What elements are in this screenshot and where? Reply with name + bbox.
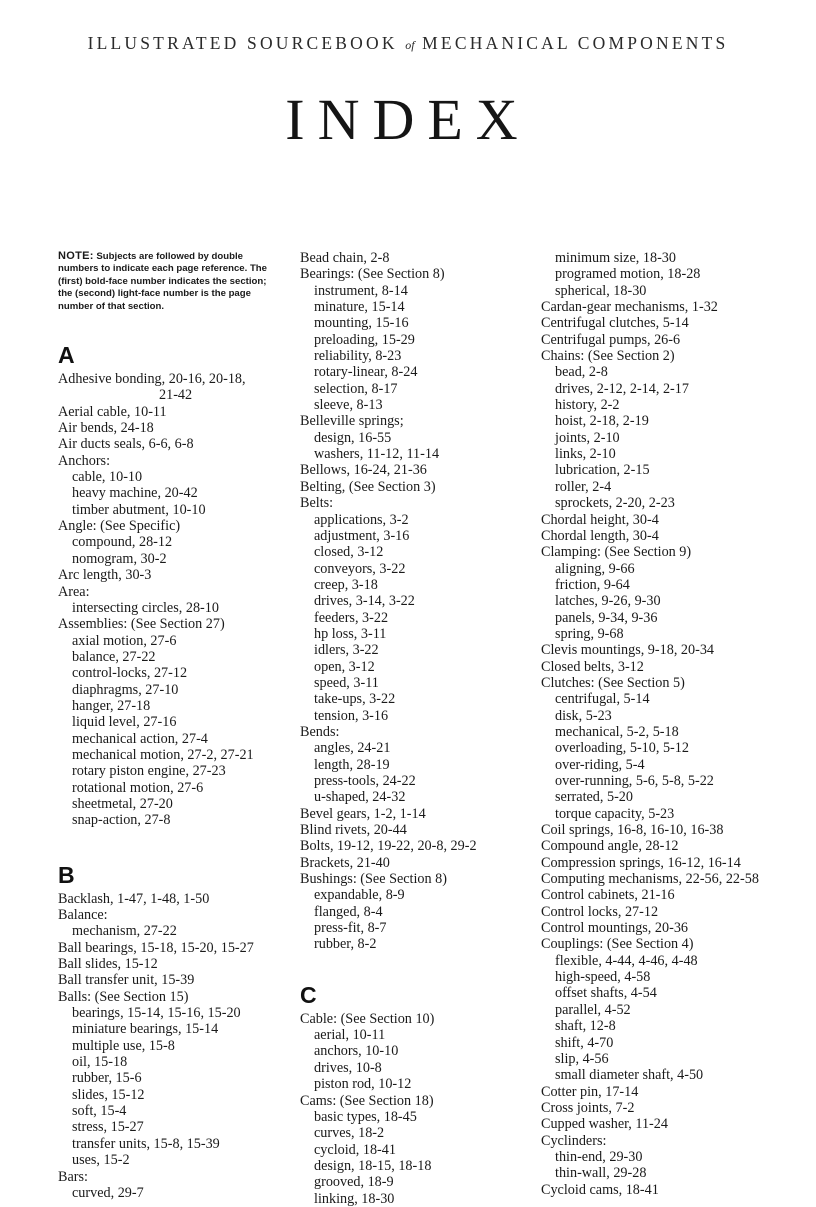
note-text: Subjects are followed by double numbers to indicate each page reference. The (first) bold-face number indicates the section; the (second) light-face number is the page number of that section. [58,251,267,312]
index-subentry: anchors, 10-10 [314,1043,399,1060]
note-label: NOTE: [58,250,94,262]
index-entry: Bearings: (See Section 8) [300,266,445,283]
index-subentry: drives, 3-14, 3-22 [314,593,415,610]
index-subentry: closed, 3-12 [314,544,384,561]
index-subentry: flanged, 8-4 [314,903,383,920]
index-subentry: design, 16-55 [314,429,392,446]
index-subentry: small diameter shaft, 4-50 [555,1067,704,1084]
index-subentry: history, 2-2 [555,397,620,414]
section-letter-c: C [300,981,317,1008]
index-subentry: sleeve, 8-13 [314,397,383,414]
index-entry: Balance: [58,907,108,923]
index-entry: Compression springs, 16-12, 16-14 [541,854,741,871]
index-subentry: thin-end, 29-30 [555,1148,643,1165]
index-subentry: take-ups, 3-22 [314,691,396,708]
index-entry: Clutches: (See Section 5) [541,674,685,691]
index-entry: Arc length, 30-3 [58,567,152,584]
index-entry: Blind rivets, 20-44 [300,822,407,839]
index-entry: Control mountings, 20-36 [541,920,689,937]
index-subentry: u-shaped, 24-32 [314,789,406,806]
index-entry: Control locks, 27-12 [541,903,659,920]
index-subentry: conveyors, 3-22 [314,560,406,577]
index-subentry: roller, 2-4 [555,478,612,495]
index-subentry: rotary piston engine, 27-23 [72,763,226,780]
index-entry: Cotter pin, 17-14 [541,1083,639,1100]
index-entry: Backlash, 1-47, 1-48, 1-50 [58,890,210,907]
index-subentry: bearings, 15-14, 15-16, 15-20 [72,1005,241,1022]
index-subentry: length, 28-19 [314,756,390,773]
index-entry: Clamping: (See Section 9) [541,544,692,561]
index-entry: Ball transfer unit, 15-39 [58,972,195,989]
index-subentry: flexible, 4-44, 4-46, 4-48 [555,952,698,969]
index-subentry: curves, 18-2 [314,1125,385,1142]
index-subentry: hp loss, 3-11 [314,625,387,642]
index-subentry: preloading, 15-29 [314,331,415,348]
index-subentry: over-riding, 5-4 [555,756,645,773]
index-entry-continuation: 21-42 [159,387,193,404]
index-entry: Area: [58,583,90,600]
index-subentry: press-fit, 8-7 [314,920,387,937]
index-entry: Assemblies: (See Section 27) [58,616,225,633]
index-subentry: uses, 15-2 [72,1152,130,1169]
index-subentry: soft, 15-4 [72,1103,127,1120]
index-subentry: slip, 4-56 [555,1050,609,1067]
index-subentry: panels, 9-34, 9-36 [555,609,658,626]
index-column-3 [541,250,781,1198]
index-entry: Belting, (See Section 3) [300,478,436,495]
entries-b-continued [300,250,532,953]
index-subentry: torque capacity, 5-23 [555,805,675,822]
index-entry: Bends: [300,723,340,740]
index-subentry: instrument, 8-14 [314,282,408,299]
index-entry: Cams: (See Section 18) [300,1092,434,1109]
index-subentry: drives, 10-8 [314,1059,382,1076]
index-entry: Air bends, 24-18 [58,420,154,437]
index-subentry: oil, 15-18 [72,1054,128,1071]
index-entry: Computing mechanisms, 22-56, 22-58 [541,871,759,888]
index-subentry: timber abutment, 10-10 [72,501,206,518]
index-subentry: bead, 2-8 [555,364,608,381]
index-entry: Bead chain, 2-8 [300,250,390,266]
index-subentry: disk, 5-23 [555,707,612,724]
index-subentry: intersecting circles, 28-10 [72,599,219,616]
index-subentry: aligning, 9-66 [555,560,635,577]
index-column-2 [300,250,532,1207]
index-subentry: diaphragms, 27-10 [72,681,179,698]
index-subentry: minature, 15-14 [314,299,405,316]
index-subentry: joints, 2-10 [555,429,620,446]
index-entry: Coil springs, 16-8, 16-10, 16-38 [541,822,724,839]
index-entry: Cable: (See Section 10) [300,1010,435,1027]
index-subentry: speed, 3-11 [314,674,379,691]
entries-b [58,891,286,1202]
index-subentry: sheetmetal, 27-20 [72,795,173,812]
index-subentry: centrifugal, 5-14 [555,691,650,708]
index-subentry: friction, 9-64 [555,576,630,593]
index-subentry: spherical, 18-30 [555,282,647,299]
index-subentry: lubrication, 2-15 [555,462,650,479]
index-subentry: stress, 15-27 [72,1119,144,1136]
index-subentry: rotational motion, 27-6 [72,779,204,796]
index-subentry: parallel, 4-52 [555,1001,631,1018]
section-letter-a: A [58,342,75,369]
index-subentry: heavy machine, 20-42 [72,485,198,502]
index-entry: Control cabinets, 21-16 [541,887,675,904]
index-entry: Chordal length, 30-4 [541,527,659,544]
index-subentry: multiple use, 15-8 [72,1037,175,1054]
index-entry: Belleville springs; [300,413,404,430]
index-subentry: grooved, 18-9 [314,1174,394,1191]
index-subentry: aerial, 10-11 [314,1027,386,1044]
index-entry: Cardan-gear mechanisms, 1-32 [541,299,718,316]
index-subentry: idlers, 3-22 [314,642,379,659]
index-entry: Belts: [300,495,334,512]
index-subentry: reliability, 8-23 [314,348,402,365]
index-subentry: cycloid, 18-41 [314,1141,396,1158]
index-entry: Cross joints, 7-2 [541,1099,635,1116]
index-subentry: shaft, 12-8 [555,1018,616,1035]
index-subentry: links, 2-10 [555,446,616,463]
running-head [0,33,816,54]
index-subentry: drives, 2-12, 2-14, 2-17 [555,380,689,397]
index-subentry: mechanical motion, 27-2, 27-21 [72,746,254,763]
index-entry: Cycloid cams, 18-41 [541,1181,659,1198]
index-subentry: hoist, 2-18, 2-19 [555,413,649,430]
index-subentry: creep, 3-18 [314,576,378,593]
index-subentry: programed motion, 18-28 [555,266,701,283]
index-subentry: minimum size, 18-30 [555,250,676,266]
running-head-title: ILLUSTRATED SOURCEBOOK [87,33,398,53]
index-subentry: latches, 9-26, 9-30 [555,593,661,610]
index-subentry: basic types, 18-45 [314,1108,417,1125]
index-subentry: high-speed, 4-58 [555,969,651,986]
index-entry: Chains: (See Section 2) [541,348,675,365]
index-subentry: applications, 3-2 [314,511,409,528]
index-subentry: rubber, 8-2 [314,936,377,953]
index-entry: Cupped washer, 11-24 [541,1116,668,1133]
index-entry: Adhesive bonding, 20-16, 20-18, [58,371,246,388]
index-subentry: mechanism, 27-22 [72,923,177,940]
index-subentry: compound, 28-12 [72,534,173,551]
index-entry: Angle: (See Specific) [58,518,181,535]
index-entry: Chordal height, 30-4 [541,511,659,528]
index-subentry: axial motion, 27-6 [72,632,177,649]
index-subentry: press-tools, 24-22 [314,773,416,789]
index-subentry: expandable, 8-9 [314,887,405,904]
index-column-1 [58,250,286,1201]
index-subentry: rotary-linear, 8-24 [314,364,418,381]
index-entry: Ball slides, 15-12 [58,956,158,973]
index-entry: Bushings: (See Section 8) [300,871,447,888]
index-subentry: serrated, 5-20 [555,789,633,806]
index-subentry: angles, 24-21 [314,740,391,757]
index-subentry: curved, 29-7 [72,1184,144,1201]
index-entry: Ball bearings, 15-18, 15-20, 15-27 [58,939,254,956]
index-subentry: design, 18-15, 18-18 [314,1157,432,1174]
section-letter-b: B [58,861,75,888]
index-subentry: feeders, 3-22 [314,609,389,626]
entries-c-continued [541,250,781,1198]
index-subentry: washers, 11-12, 11-14 [314,446,440,463]
index-subentry: tension, 3-16 [314,707,389,724]
index-subentry: liquid level, 27-16 [72,714,177,731]
running-head-of: of [405,38,415,52]
index-entry: Aerial cable, 10-11 [58,403,167,420]
index-note [58,250,273,313]
index-entry: Couplings: (See Section 4) [541,936,694,953]
index-entry: Air ducts seals, 6-6, 6-8 [58,436,194,453]
index-subentry: mounting, 15-16 [314,315,409,332]
index-subentry: hanger, 27-18 [72,697,151,714]
index-subentry: cable, 10-10 [72,469,143,486]
index-subentry: rubber, 15-6 [72,1070,142,1087]
index-subentry: thin-wall, 29-28 [555,1165,647,1182]
index-subentry: transfer units, 15-8, 15-39 [72,1135,220,1152]
index-entry: Clevis mountings, 9-18, 20-34 [541,642,715,659]
entries-a [58,371,286,829]
index-entry: Centrifugal clutches, 5-14 [541,315,689,332]
index-subentry: balance, 27-22 [72,648,156,665]
index-subentry: piston rod, 10-12 [314,1076,412,1093]
index-entry: Bellows, 16-24, 21-36 [300,462,427,479]
index-subentry: slides, 15-12 [72,1086,145,1103]
index-subentry: selection, 8-17 [314,380,398,397]
page-title: INDEX [285,87,531,152]
index-subentry: mechanical action, 27-4 [72,730,208,747]
index-subentry: adjustment, 3-16 [314,527,410,544]
index-subentry: snap-action, 27-8 [72,812,171,829]
index-entry: Bevel gears, 1-2, 1-14 [300,805,426,822]
index-subentry: open, 3-12 [314,658,375,675]
entries-c [300,1011,532,1207]
index-entry: Cyclinders: [541,1132,607,1149]
index-entry: Closed belts, 3-12 [541,658,644,675]
index-subentry: mechanical, 5-2, 5-18 [555,723,679,740]
index-subentry: shift, 4-70 [555,1034,614,1051]
index-entry: Compound angle, 28-12 [541,838,679,855]
index-entry: Anchors: [58,452,111,469]
index-entry: Brackets, 21-40 [300,854,390,871]
index-subentry: sprockets, 2-20, 2-23 [555,495,675,512]
index-subentry: nomogram, 30-2 [72,550,167,567]
index-entry: Centrifugal pumps, 26-6 [541,331,681,348]
index-entry: Bars: [58,1168,88,1185]
index-subentry: over-running, 5-6, 5-8, 5-22 [555,773,714,789]
index-subentry: control-locks, 27-12 [72,665,188,682]
index-subentry: linking, 18-30 [314,1190,395,1207]
index-entry: Bolts, 19-12, 19-22, 20-8, 29-2 [300,838,477,855]
running-head-subtitle: MECHANICAL COMPONENTS [422,33,729,53]
index-subentry: overloading, 5-10, 5-12 [555,740,689,757]
index-entry: Balls: (See Section 15) [58,988,189,1005]
index-subentry: spring, 9-68 [555,625,624,642]
index-subentry: miniature bearings, 15-14 [72,1021,219,1038]
index-subentry: offset shafts, 4-54 [555,985,657,1002]
